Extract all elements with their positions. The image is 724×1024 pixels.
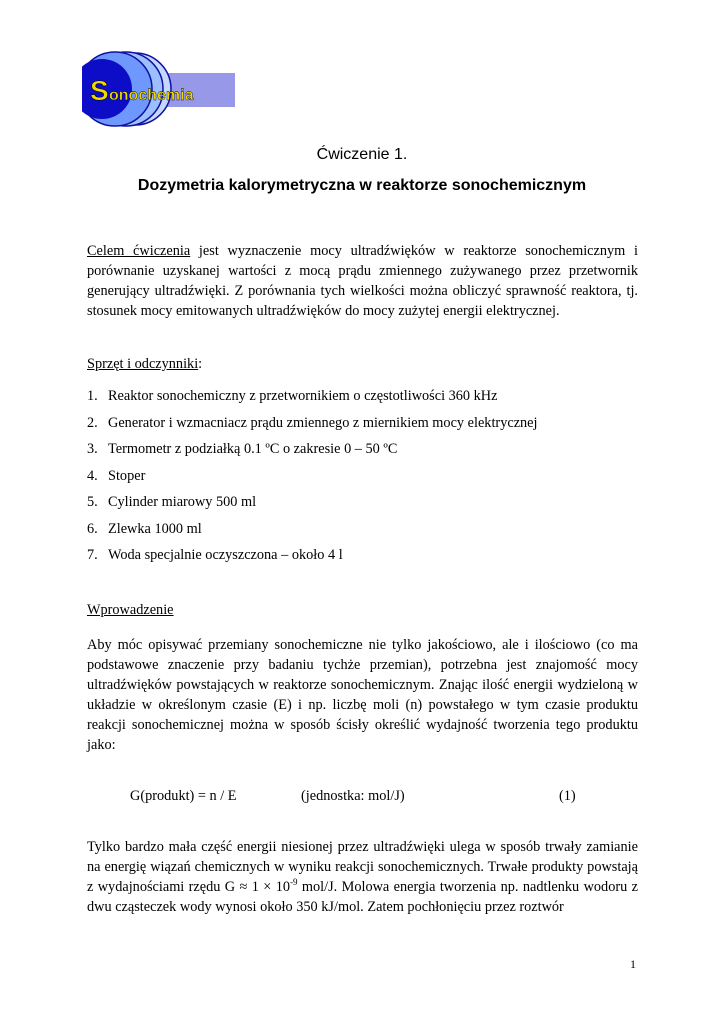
list-item-number: 4. xyxy=(87,467,98,484)
equipment-heading xyxy=(87,354,202,374)
exponent: -9 xyxy=(290,877,298,888)
list-item xyxy=(87,545,538,572)
intro-label: Celem ćwiczenia xyxy=(87,243,191,259)
list-item-number: 5. xyxy=(87,494,98,510)
list-item-number: 3. xyxy=(87,441,98,457)
list-item-text: Termometr z podziałką 0.1 ºC o zakresie 0 – 50 ºC xyxy=(108,441,398,457)
list-item-number: 6. xyxy=(87,520,98,537)
logo-word: onochemia xyxy=(109,87,194,104)
list-item xyxy=(87,492,538,519)
introduction-paragraph-2 xyxy=(87,837,638,917)
exercise-title: Ćwiczenie 1. xyxy=(316,146,408,163)
list-item-text: Zlewka 1000 ml xyxy=(108,520,202,537)
list-item-text: Stoper xyxy=(108,467,146,484)
list-item xyxy=(87,519,538,546)
paragraph-2-part-b: mol/J. Molowa energia tworzenia np. nadtlenku wodoru z dwu cząsteczek wody wynosi około 350 kJ/mol. Zatem pochłonięciu przez roztwór xyxy=(87,879,638,915)
equation-unit: (jednostka: mol/J) xyxy=(301,788,405,804)
intro-text: jest wyznaczenie mocy ultradźwięków w reaktorze sonochemicznym i porównanie uzyskanej wartości z mocą prądu zmiennego zużywanego przez przetwornik generujący ultradźwięki. Z porównania tych wielkości można obliczyć sprawność reaktora, tj. stosunek mocy emitowanych ultradźwięków do mocy zużytej energii elektrycznej. xyxy=(87,243,638,319)
list-item xyxy=(87,386,538,413)
list-item-number: 1. xyxy=(87,388,98,404)
equipment-list xyxy=(87,386,538,572)
list-item-text: Generator i wzmacniacz prądu zmiennego z miernikiem mocy elektrycznej xyxy=(108,414,538,431)
exercise-subtitle: Dozymetria kalorymetryczna w reaktorze sonochemicznym xyxy=(137,177,587,194)
paragraph-2-part-a: Tylko bardzo mała część energii niesionej przez ultradźwięki ulega w sposób trwały zamianie na energię wiązań chemicznych w wyniku reakcji sonochemicznych. Trwałe produkty powstają z wydajnościami rzędu G ≈ 1 × 10 xyxy=(87,839,638,895)
list-item-text: Woda specjalnie oczyszczona – około 4 l xyxy=(108,547,343,563)
list-item xyxy=(87,439,538,466)
list-item-number: 2. xyxy=(87,414,98,431)
list-item-number: 7. xyxy=(87,547,98,563)
introduction-paragraph-1: Aby móc opisywać przemiany sonochemiczne nie tylko jakościowo, ale i ilościowo (co ma podstawowe znaczenie przy badaniu tychże przemian), potrzebna jest znajomość mocy ultradźwięków powstających w reaktorze sonochemicznym. Znając ilość energii wydzieloną w układzie w określonym czasie (E) i np. liczbę moli (n) powstałego w tym czasie produktu reakcji sonochemicznej można w sposób ścisły określić wydajność tworzenia tego produktu jako: xyxy=(87,637,638,753)
equation-number: (1) xyxy=(559,788,576,804)
page-number: 1 xyxy=(630,957,636,971)
list-item-text: Reaktor sonochemiczny z przetwornikiem o częstotliwości 360 kHz xyxy=(108,388,498,404)
logo-letter-s: S xyxy=(90,75,109,106)
equation-formula: G(produkt) = n / E xyxy=(130,788,237,804)
equipment-heading-text: Sprzęt i odczynniki xyxy=(87,356,199,372)
introduction-heading: Wprowadzenie xyxy=(87,602,174,618)
list-item xyxy=(87,413,538,440)
equipment-heading-colon: : xyxy=(198,356,203,372)
intro-paragraph xyxy=(87,241,638,321)
list-item xyxy=(87,466,538,493)
sonochemia-logo xyxy=(82,48,238,134)
list-item-text: Cylinder miarowy 500 ml xyxy=(108,494,257,510)
